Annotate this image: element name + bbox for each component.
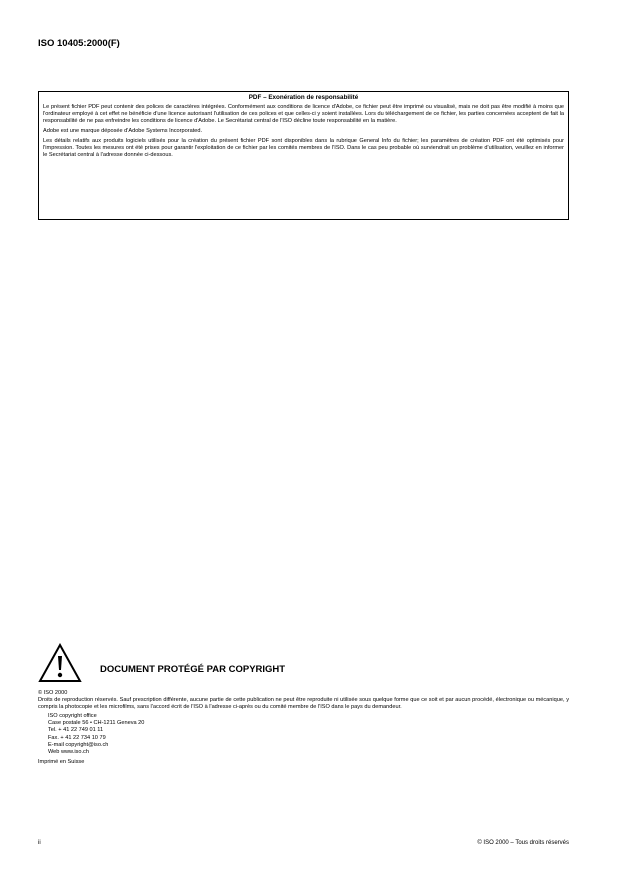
copyright-notice: © ISO 2000 bbox=[38, 690, 68, 696]
pdf-disclaimer-box bbox=[38, 91, 569, 220]
address-web: Web www.iso.ch bbox=[48, 748, 89, 755]
copyright-block bbox=[38, 690, 569, 766]
address-line: ISO copyright office bbox=[48, 713, 97, 720]
address-line: Case postale 56 • CH-1211 Geneva 20 bbox=[48, 720, 145, 727]
disclaimer-title: PDF – Exonération de responsabilité bbox=[248, 94, 359, 101]
disclaimer-paragraph-trademark: Adobe est une marque déposée d'Adobe Systems Incorporated. bbox=[43, 128, 203, 134]
copyright-text: Droits de reproduction réservés. Sauf prescription différente, aucune partie de cette publication ne peut être reproduite ni utilisée sous quelque forme que ce soit et par aucun procédé, électronique ou mécanique, y compris la photocopie et les microfilms, sans l'accord écrit de l'ISO à l'adresse ci-après ou du comité membre de l'ISO dans le pays du demandeur. bbox=[38, 697, 569, 711]
address-email: E-mail copyright@iso.ch bbox=[48, 741, 109, 748]
disclaimer-paragraph-software: Les détails relatifs aux produits logiciels utilisés pour la création du présent fichier PDF sont disponibles dans la rubrique General Info du fichier; les paramètres de création PDF ont été optimisés pour l'impression. Toutes les mesures ont été prises pour garantir l'exploitation de ce fichier par les comités membres de l'ISO. Dans le cas peu probable où surviendrait un problème d'utilisation, veuillez en informer le Secrétariat central à l'adresse donnée ci-dessous. bbox=[43, 138, 564, 158]
footer-rights: © ISO 2000 – Tous droits réservés bbox=[477, 840, 569, 846]
document-header: ISO 10405:2000(F) bbox=[38, 38, 120, 49]
disclaimer-paragraph-license: Le présent fichier PDF peut contenir des polices de caractères intégrées. Conformément aux conditions de licence d'Adobe, ce fichier peut être imprimé ou visualisé, mais ne doit pas être modifié à moins que l'ordinateur employé à cet effet ne bénéficie d'une licence autorisant l'utilisation de ces polices et que celles-ci y soient installées. Lors du téléchargement de ce fichier, les parties concernées acceptent de fait la responsabilité de ne pas enfreindre les conditions de licence d'Adobe. Le Secrétariat central de l'ISO décline toute responsabilité en la matière. bbox=[43, 104, 564, 124]
address-line: Fax. + 41 22 734 10 79 bbox=[48, 734, 106, 741]
printed-in: Imprimé en Suisse bbox=[38, 758, 85, 765]
page-number: ii bbox=[38, 840, 41, 846]
address-line: Tel. + 41 22 749 01 11 bbox=[48, 727, 104, 734]
warning-icon bbox=[38, 643, 82, 683]
iso-address bbox=[48, 713, 569, 756]
copyright-heading: DOCUMENT PROTÉGÉ PAR COPYRIGHT bbox=[100, 664, 286, 675]
